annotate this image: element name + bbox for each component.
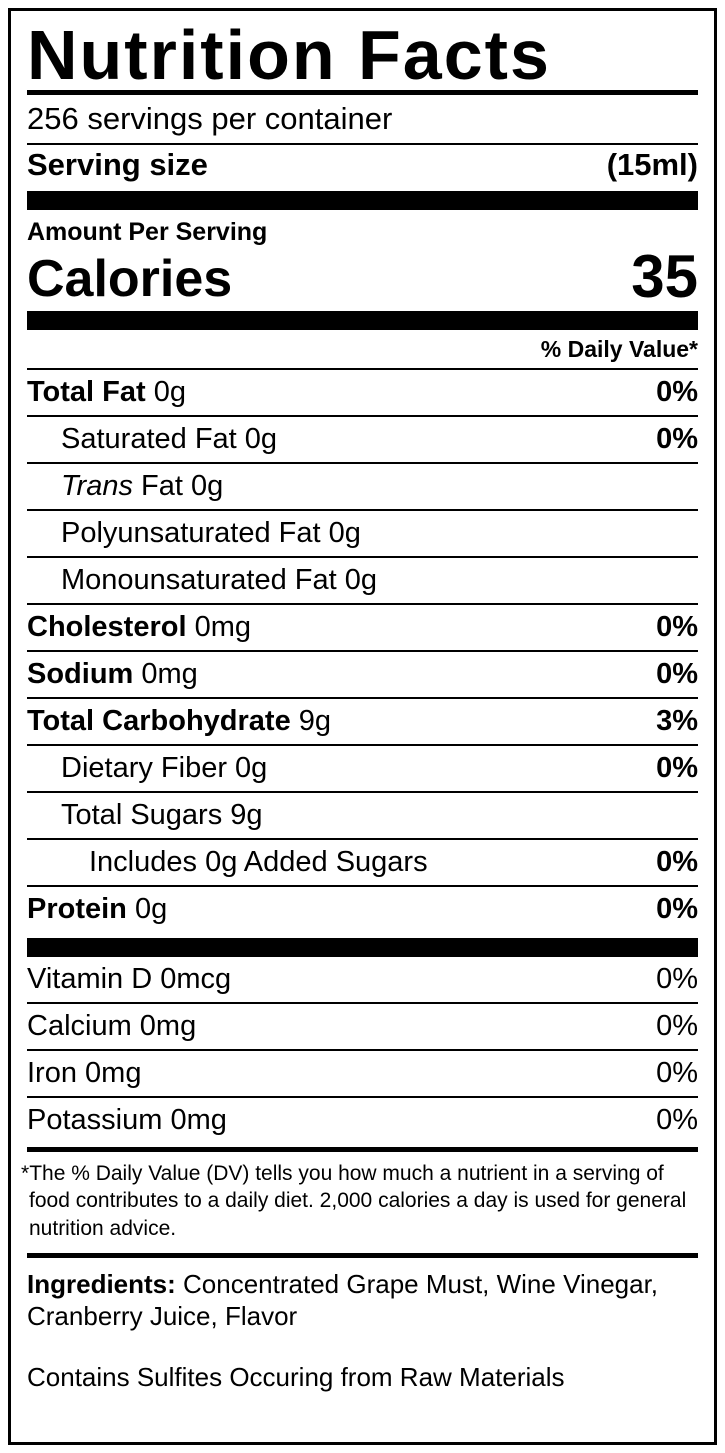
vitamin-dv-calcium: 0% xyxy=(656,1009,698,1042)
servings-per-container: 256 servings per container xyxy=(27,100,393,136)
nutrient-name-monounsaturated-fat: Monounsaturated Fat 0g xyxy=(61,563,377,596)
nutrient-row-protein xyxy=(27,885,698,932)
nutrient-name-total-carbohydrate: Total Carbohydrate xyxy=(27,704,291,737)
nutrient-name-added-sugars: Includes 0g Added Sugars xyxy=(89,845,428,878)
nutrient-row-polyunsaturated-fat xyxy=(27,509,698,556)
daily-value-footnote xyxy=(21,1152,698,1253)
nutrient-dv-added-sugars: 0% xyxy=(656,845,698,878)
ingredients-text: Concentrated Grape Must, Wine Vinegar, Cranberry Juice, Flavor xyxy=(27,1268,659,1332)
nutrient-name-polyunsaturated-fat: Polyunsaturated Fat 0g xyxy=(61,516,361,549)
nutrient-name-dietary-fiber: Dietary Fiber 0g xyxy=(61,751,268,784)
nutrition-facts-panel xyxy=(8,8,717,1445)
daily-value-header: % Daily Value* xyxy=(540,335,698,362)
divider-thick-top xyxy=(27,191,698,210)
footnote-marker: * xyxy=(21,1161,30,1185)
nutrient-dv-sodium: 0% xyxy=(656,657,698,690)
page-title: Nutrition Facts xyxy=(27,16,551,94)
nutrient-row-saturated-fat xyxy=(27,415,698,462)
vitamin-name-vitamin-d: Vitamin D 0mcg xyxy=(27,962,232,995)
nutrient-dv-protein: 0% xyxy=(656,892,698,925)
calories-value: 35 xyxy=(631,242,698,310)
nutrient-row-added-sugars xyxy=(27,838,698,885)
nutrient-dv-dietary-fiber: 0% xyxy=(656,751,698,784)
contains-statement: Contains Sulfites Occuring from Raw Materials xyxy=(27,1361,565,1392)
vitamin-name-iron: Iron 0mg xyxy=(27,1056,142,1089)
nutrient-name-protein: Protein xyxy=(27,892,127,925)
divider-thick-calories xyxy=(27,311,698,330)
nutrient-amount-protein: 0g xyxy=(126,892,168,925)
nutrient-name-sodium: Sodium xyxy=(27,657,134,690)
nutrient-row-dietary-fiber xyxy=(27,744,698,791)
nutrient-row-monounsaturated-fat xyxy=(27,556,698,603)
amount-per-serving: Amount Per Serving xyxy=(27,217,268,246)
divider-thick-vitamins xyxy=(27,938,698,957)
vitamin-name-calcium: Calcium 0mg xyxy=(27,1009,197,1042)
nutrient-name-cholesterol: Cholesterol xyxy=(27,610,187,643)
serving-size-value: (15ml) xyxy=(606,146,698,182)
nutrient-dv-saturated-fat: 0% xyxy=(656,422,698,455)
nutrient-amount-total-fat: 0g xyxy=(145,375,187,408)
nutrient-name-saturated-fat: Saturated Fat 0g xyxy=(61,422,278,455)
nutrient-row-cholesterol xyxy=(27,603,698,650)
vitamin-dv-iron: 0% xyxy=(656,1056,698,1089)
calories-label: Calories xyxy=(27,250,233,308)
nutrient-amount-total-carbohydrate: 9g xyxy=(290,704,332,737)
calories-row xyxy=(27,242,698,311)
nutrient-row-total-sugars xyxy=(27,791,698,838)
vitamin-row-calcium xyxy=(27,1002,698,1049)
nutrient-name-total-sugars: Total Sugars 9g xyxy=(61,798,263,831)
nutrient-row-total-carbohydrate xyxy=(27,697,698,744)
serving-size-row xyxy=(27,145,698,191)
nutrient-dv-total-fat: 0% xyxy=(656,375,698,408)
vitamin-dv-vitamin-d: 0% xyxy=(656,962,698,995)
vitamin-dv-potassium: 0% xyxy=(656,1103,698,1136)
vitamin-name-potassium: Potassium 0mg xyxy=(27,1103,227,1136)
serving-size-label: Serving size xyxy=(27,146,208,182)
nutrient-name-trans: Trans xyxy=(61,469,133,502)
vitamin-row-vitamin-d xyxy=(27,957,698,1002)
nutrient-amount-cholesterol: 0mg xyxy=(186,610,252,643)
nutrient-row-trans-fat xyxy=(27,462,698,509)
nutrient-name-total-fat: Total Fat xyxy=(27,375,146,408)
nutrient-row-sodium xyxy=(27,650,698,697)
ingredients-section xyxy=(27,1258,698,1333)
nutrient-row-total-fat xyxy=(27,368,698,415)
footnote-text: The % Daily Value (DV) tells you how much a nutrient in a serving of food contributes to a daily diet. 2,000 calories a day is used for general nutrition advice. xyxy=(29,1161,687,1241)
nutrient-dv-cholesterol: 0% xyxy=(656,610,698,643)
vitamin-row-potassium xyxy=(27,1096,698,1143)
nutrient-amount-sodium: 0mg xyxy=(133,657,198,690)
vitamin-row-iron xyxy=(27,1049,698,1096)
ingredients-label: Ingredients: xyxy=(27,1268,176,1299)
nutrient-dv-total-carbohydrate: 3% xyxy=(656,704,698,737)
nutrient-amount-trans-fat: Fat 0g xyxy=(132,469,224,502)
